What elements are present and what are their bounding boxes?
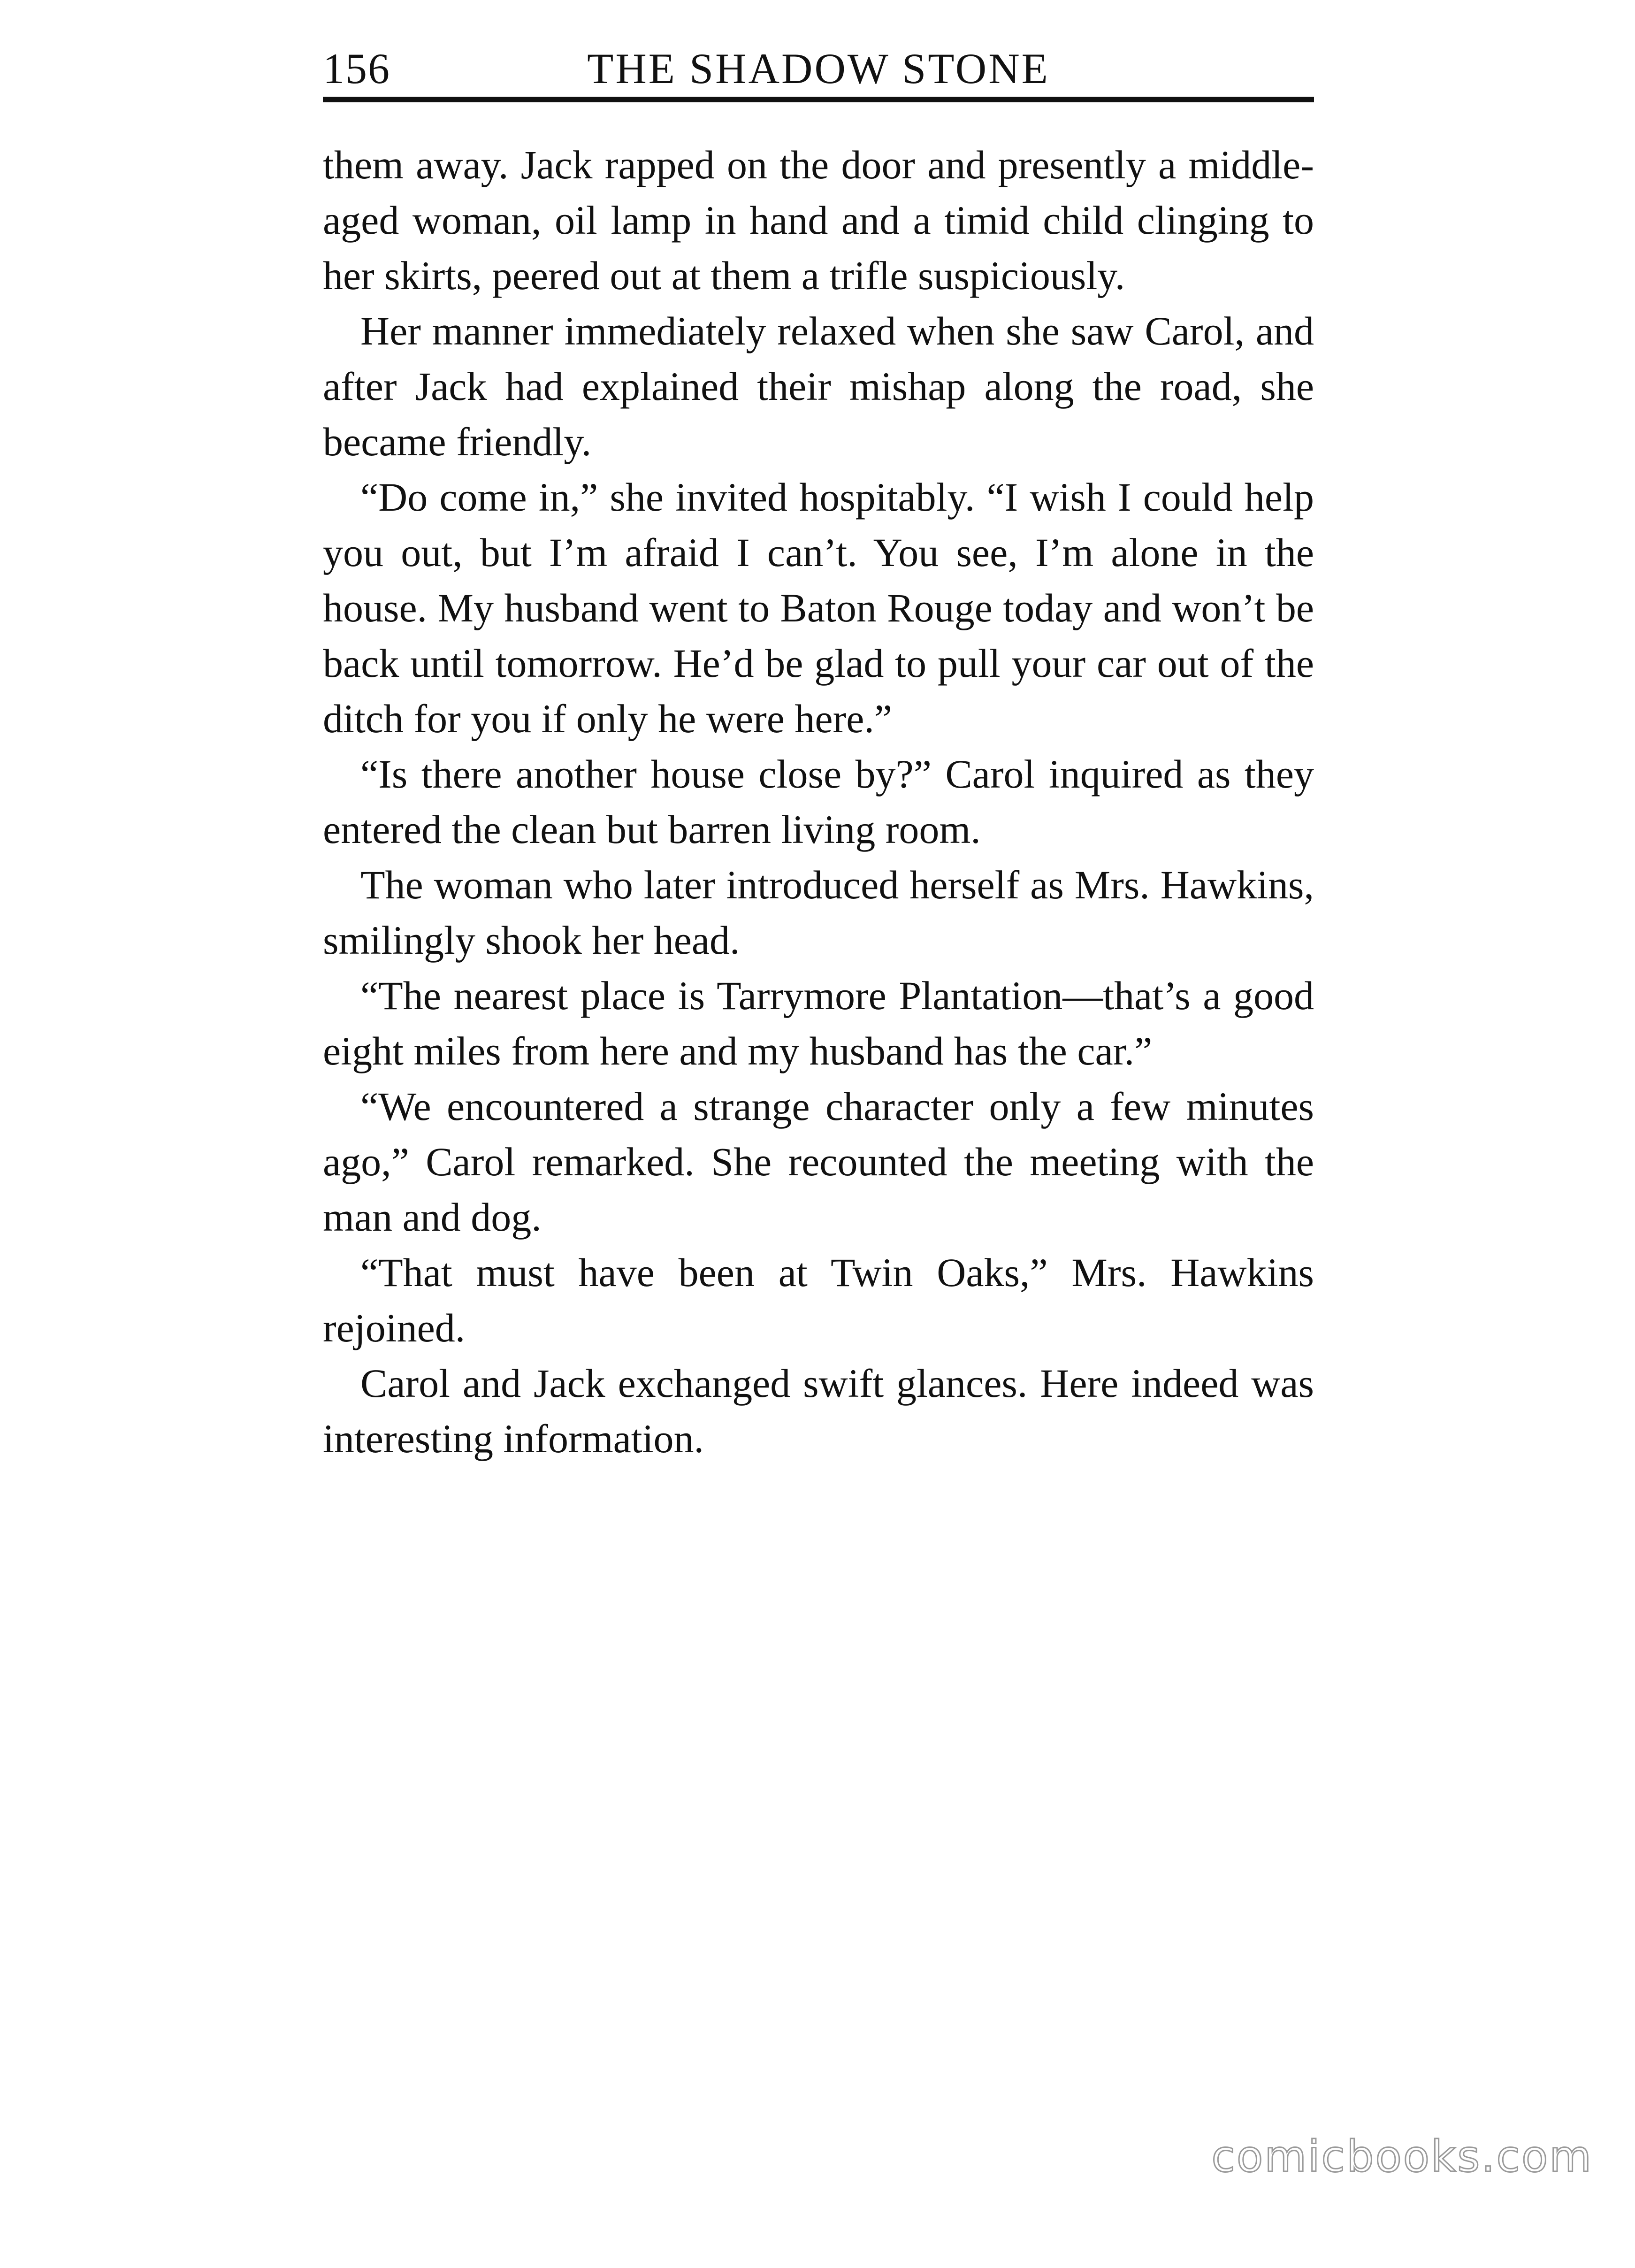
page-header [323, 45, 1314, 106]
paragraph-5: The woman who later introduced herself as Mrs. Hawkins, smilingly shook her head. [323, 862, 1314, 963]
paragraph-3: “Do come in,” she invited hospitably. “I wish I could help you out, but I’m afraid I can’t. You see, I’m alone in the house. My husband went to Baton Rouge today and won’t be back until tomorrow. He’d be glad to pull your car out of the ditch for you if only he were here.” [323, 475, 1314, 741]
paragraph-1: them away. Jack rapped on the door and presently a middle-aged woman, oil lamp in hand and a timid child clinging to her skirts, peered out at them a trifle suspiciously. [323, 142, 1314, 298]
paragraph-2: Her manner immediately relaxed when she saw Carol, and after Jack had explained their mishap along the road, she became friendly. [323, 308, 1314, 464]
text-body [323, 137, 1314, 1466]
page-number: 156 [323, 45, 390, 92]
header-rule [323, 97, 1314, 102]
running-title: THE SHADOW STONE [587, 45, 1050, 92]
paragraph-4: “Is there another house close by?” Carol inquired as they entered the clean but barren living room. [323, 751, 1314, 852]
paragraph-6: “The nearest place is Tarrymore Plantation—that’s a good eight miles from here and my husband has the car.” [323, 973, 1314, 1073]
paragraph-8: “That must have been at Twin Oaks,” Mrs. Hawkins rejoined. [323, 1250, 1314, 1350]
watermark: comicbooks.com [1211, 2131, 1593, 2182]
paragraph-9: Carol and Jack exchanged swift glances. Here indeed was interesting information. [323, 1361, 1314, 1461]
paragraph-7: “We encountered a strange character only a few minutes ago,” Carol remarked. She recounted the meeting with the man and dog. [323, 1084, 1314, 1240]
